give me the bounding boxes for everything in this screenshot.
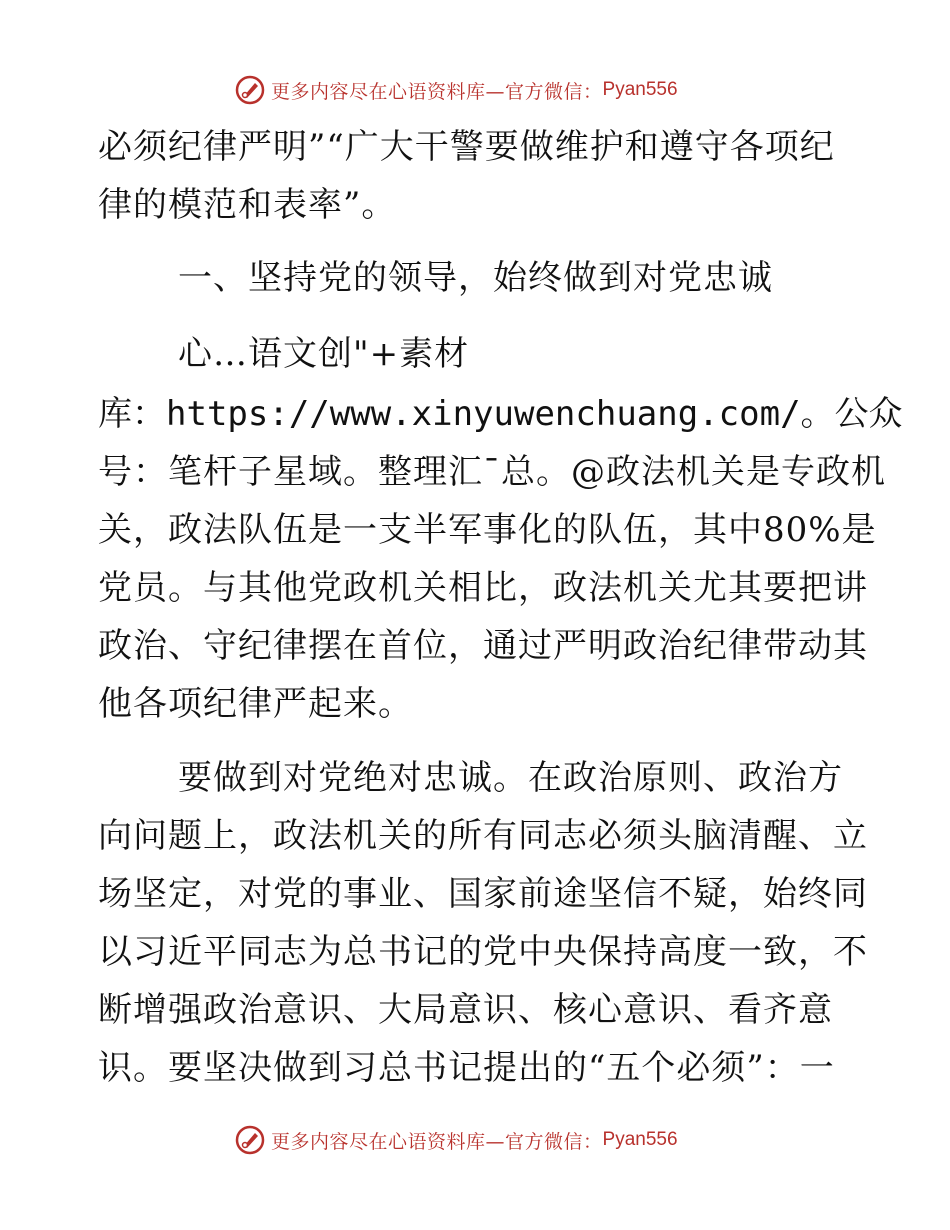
body-line: 向问题上，政法机关的所有同志必须头脑清醒、立 (98, 816, 868, 856)
body-line: 断增强政治意识、大局意识、核心意识、看齐意 (98, 990, 833, 1030)
body-line: 心…语文创"+素材 (178, 334, 470, 374)
body-line: 党员。与其他党政机关相比，政法机关尤其要把讲 (98, 568, 868, 608)
body-line: 关，政法队伍是一支半军事化的队伍，其中80%是 (98, 510, 877, 550)
body-line: 必须纪律严明”“广大干警要做维护和遵守各项纪 (98, 127, 835, 167)
body-line: 识。要坚决做到习总书记提出的“五个必须”：一 (98, 1048, 835, 1088)
body-line: 以习近平同志为总书记的党中央保持高度一致，不 (98, 932, 868, 972)
body-line: 政治、守纪律摆在首位，通过严明政治纪律带动其 (98, 626, 868, 666)
watermark-text: 更多内容尽在心语资料库—官方微信： (271, 80, 603, 103)
watermark-wechat-id: Pyan556 (602, 1129, 678, 1150)
paragraph-start: 要做到对党绝对忠诚。在政治原则、政治方 (178, 758, 843, 798)
body-line: 他各项纪律严起来。 (98, 684, 413, 724)
body-line: 场坚定，对党的事业、国家前途坚信不疑，始终同 (98, 874, 868, 914)
header-watermark (235, 73, 755, 107)
body-line: 号：笔杆子星域。整理汇¯总。@政法机关是专政机 (98, 452, 886, 492)
watermark-text: 更多内容尽在心语资料库—官方微信： (271, 1130, 603, 1153)
body-line: 库：https://www.xinyuwenchuang.com/。公众 (98, 394, 903, 434)
body-line: 律的模范和表率”。 (98, 185, 397, 225)
brand-logo-icon (235, 1125, 265, 1155)
watermark-wechat-id: Pyan556 (602, 79, 678, 100)
brand-logo-icon (235, 75, 265, 105)
section-heading: 一、坚持党的领导，始终做到对党忠诚 (178, 258, 773, 298)
footer-watermark (235, 1123, 755, 1157)
